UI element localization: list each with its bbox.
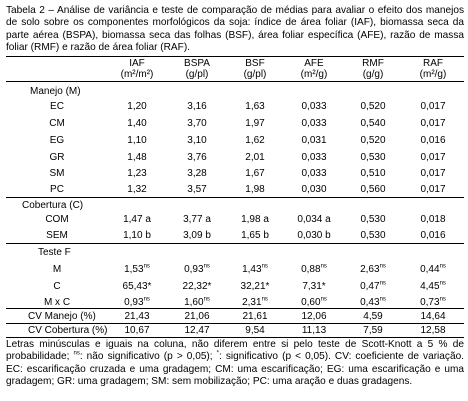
table-cell: 0,017 — [420, 152, 446, 163]
table-cell: 0,017 — [420, 101, 446, 112]
table-cell: $2,63^{ns}$ — [360, 263, 386, 275]
column-unit: (m²/g) — [419, 69, 447, 80]
table-cell: 3,28 — [187, 168, 207, 179]
table-cell: 1,65 b — [241, 230, 269, 241]
table-cell: 1,32 — [127, 184, 147, 195]
row-label: CV Cobertura (%) — [28, 325, 108, 336]
table-cell: 0,018 — [420, 214, 446, 225]
significance-mark: ns — [203, 296, 210, 303]
table-cell: 0,530 — [360, 230, 386, 241]
row-label: SM — [49, 168, 65, 179]
table-cell: 7,31* — [302, 281, 326, 292]
table-cell: 0,033 — [301, 168, 327, 179]
significance-mark: ns — [379, 296, 386, 303]
section-label-manejo: Manejo (M) — [30, 86, 81, 97]
table-cell: $0,43^{ns}$ — [360, 296, 386, 308]
column-unit: (m²/g) — [300, 69, 328, 80]
table-cell: 3,09 b — [183, 230, 211, 241]
row-label: EC — [50, 101, 64, 112]
table-cell: 3,77 a — [183, 214, 211, 225]
table-cell: 1,20 — [127, 101, 147, 112]
table-cell: 0,030 — [301, 184, 327, 195]
table-cell: 3,57 — [187, 184, 207, 195]
table-caption: Tabela 2 – Análise de variância e teste de comparação de médias para avaliar o efeito dos manejos de solo sobre os componentes morfológicos da soja: índice de área foliar (IAF), biomassa seca da parte aérea (BSPA), biomassa seca das folhas (BSF), área foliar específica (AFE), razão de massa foliar (RMF) e razão de área foliar (RAF). — [6, 5, 464, 53]
significance-mark: ns — [143, 263, 150, 270]
column-header: BSF — [245, 58, 265, 69]
table-cell: 0,530 — [360, 152, 386, 163]
table-cell: 0,016 — [420, 135, 446, 146]
table-cell: 3,16 — [187, 101, 207, 112]
table-cell: 0,017 — [420, 168, 446, 179]
column-header: RMF — [362, 58, 384, 69]
column-header: IAF — [129, 58, 145, 69]
testef-bottom-rule — [6, 308, 464, 309]
significance-mark: ns — [379, 263, 386, 270]
table-cell: 21,06 — [184, 311, 210, 322]
significance-mark: ns — [261, 296, 268, 303]
table-cell: 0,520 — [360, 135, 386, 146]
table-cell: 7,59 — [363, 325, 383, 336]
table-cell: 1,48 — [127, 152, 147, 163]
column-header: AFE — [304, 58, 324, 69]
table-cell: 22,32* — [182, 281, 212, 292]
footnote-sig-mark: * — [216, 351, 219, 358]
row-label: COM — [45, 214, 69, 225]
table-cell: 0,560 — [360, 184, 386, 195]
row-label: EG — [49, 135, 65, 146]
table-cell: 0,520 — [360, 101, 386, 112]
row-label: M — [52, 264, 62, 275]
table-cell: 3,76 — [187, 152, 207, 163]
significance-mark: ns — [261, 263, 268, 270]
table-cell: 0,017 — [420, 118, 446, 129]
table-cell: 32,21* — [240, 281, 270, 292]
section-label-teste-f: Teste F — [38, 247, 71, 258]
table-cell: 3,70 — [187, 118, 207, 129]
table-cell: 1,40 — [127, 118, 147, 129]
table-cell: 12,58 — [420, 325, 446, 336]
significance-mark: ns — [439, 263, 446, 270]
footnote-part3: : significativo (p < 0,05). CV: coeficiente de variação. EC: escarificação cruzada e uma gradagem; CM: uma escarificação; EG: uma escarificação e uma gradagem; GR: uma gradagem; SM: sem mobilização; PC: uma aração e duas gradagens. — [6, 351, 464, 388]
cobertura-bottom-rule — [6, 243, 464, 244]
table-cell: $4,45^{ns}$ — [420, 280, 446, 292]
column-unit: (g/pl) — [243, 69, 267, 80]
table-cell: $0,73^{ns}$ — [420, 296, 446, 308]
table-cell: $0,93^{ns}$ — [124, 296, 150, 308]
footnote-ns-mark: ns — [73, 351, 80, 358]
table-cell: 3,10 — [187, 135, 207, 146]
table-cell: $0,60^{ns}$ — [301, 296, 327, 308]
table-cell: 65,43* — [122, 281, 152, 292]
footnote-part2: : não significativo (p > 0,05); — [79, 351, 217, 363]
row-label: M x C — [43, 297, 71, 308]
table-cell: 0,016 — [420, 230, 446, 241]
table-cell: 0,030 b — [297, 230, 331, 241]
table-cell: 1,63 — [245, 101, 265, 112]
table-cell: 1,47 a — [123, 214, 151, 225]
table-cell: 10,67 — [124, 325, 150, 336]
significance-mark: ns — [320, 296, 327, 303]
table-cell: 1,98 — [245, 184, 265, 195]
table-cell: 4,59 — [363, 311, 383, 322]
table-cell: $1,53^{ns}$ — [124, 263, 150, 275]
significance-mark: ns — [439, 296, 446, 303]
table-cell: 1,97 — [245, 118, 265, 129]
column-unit: (g/pl) — [185, 69, 209, 80]
significance-mark: ns — [320, 263, 327, 270]
table-cell: 0,033 — [301, 118, 327, 129]
table-cell: 1,10 — [127, 135, 147, 146]
table-cell: 12,06 — [301, 311, 327, 322]
table-cell: 21,61 — [242, 311, 268, 322]
table-cell: 0,033 — [301, 152, 327, 163]
table-cell: 0,031 — [301, 135, 327, 146]
footnote-part1: Letras minúsculas e iguais na coluna, não diferem entre si pelo teste de Scott-Knott a 5 % de probabilidade; — [6, 339, 464, 363]
row-label: SEM — [46, 230, 68, 241]
significance-mark: ns — [439, 280, 446, 287]
table-cell: 0,034 a — [297, 214, 331, 225]
table-cell: 9,54 — [245, 325, 265, 336]
column-header: RAF — [423, 58, 443, 69]
table-cell: 0,017 — [420, 184, 446, 195]
table-top-rule — [6, 56, 464, 57]
table-footnote — [6, 339, 464, 389]
table-cell: 2,01 — [245, 152, 265, 163]
table-cell: $0,93^{ns}$ — [184, 263, 210, 275]
table-cell: 1,10 b — [123, 230, 151, 241]
significance-mark: ns — [203, 263, 210, 270]
row-label: GR — [49, 152, 65, 163]
table-cell: $0,44^{ns}$ — [420, 263, 446, 275]
table-cell: 1,67 — [245, 168, 265, 179]
table-cell: 1,62 — [245, 135, 265, 146]
table-bottom-rule — [6, 337, 464, 338]
column-header: BSPA — [184, 58, 210, 69]
manejo-bottom-rule — [6, 197, 464, 198]
table-cell: $0,88^{ns}$ — [301, 263, 327, 275]
row-label: CV Manejo (%) — [28, 311, 96, 322]
header-bottom-rule — [6, 81, 464, 82]
section-label-cobertura: Cobertura (C) — [22, 200, 84, 211]
cv-manejo-rule — [6, 323, 464, 324]
table-cell: $0,47^{ns}$ — [360, 280, 386, 292]
significance-mark: ns — [379, 280, 386, 287]
table-cell: 0,540 — [360, 118, 386, 129]
table-cell: $2,31^{ns}$ — [242, 296, 268, 308]
table-cell: 0,510 — [360, 168, 386, 179]
table-cell: 21,43 — [124, 311, 150, 322]
significance-mark: ns — [143, 296, 150, 303]
table-cell: 11,13 — [301, 325, 327, 336]
table-cell: 0,033 — [301, 101, 327, 112]
table-cell: 14,64 — [420, 311, 446, 322]
table-cell: $1,43^{ns}$ — [242, 263, 268, 275]
column-unit: (g/g) — [362, 69, 384, 80]
table-cell: 0,530 — [360, 214, 386, 225]
column-unit: (m²/m²) — [120, 69, 154, 80]
table-cell: $1,60^{ns}$ — [184, 296, 210, 308]
table-cell: 1,98 a — [241, 214, 269, 225]
table-cell: 12,47 — [184, 325, 210, 336]
table-cell: 1,23 — [127, 168, 147, 179]
row-label: PC — [50, 184, 64, 195]
row-label: C — [53, 281, 61, 292]
row-label: CM — [49, 118, 65, 129]
